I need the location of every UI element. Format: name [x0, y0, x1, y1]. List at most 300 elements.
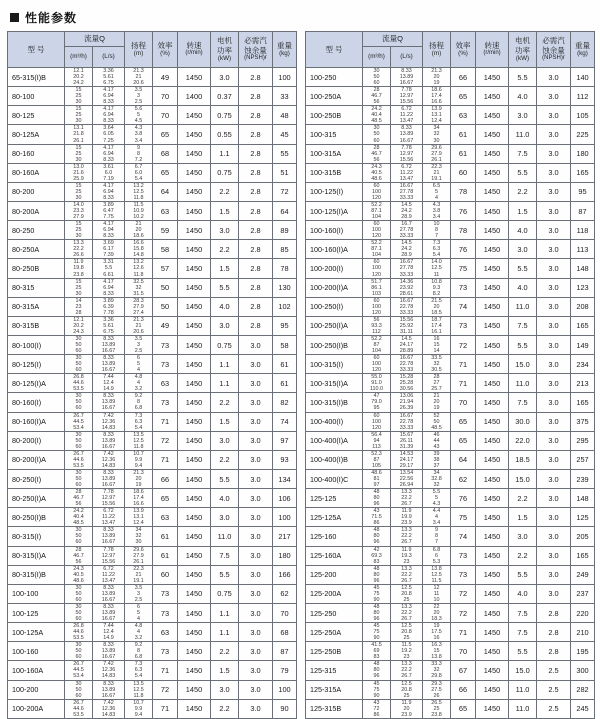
speed-cell: 1450 — [476, 393, 509, 412]
npsh-cell: 3.0 — [537, 201, 571, 220]
npsh-cell: 3.0 — [537, 508, 571, 527]
table-row — [306, 259, 595, 278]
flow-m3h-cell: 26.8 44.6 53.5 — [65, 623, 93, 642]
table-row — [8, 278, 297, 297]
model-cell: 80-100(I) — [8, 335, 65, 354]
npsh-cell: 3.0 — [239, 431, 273, 450]
power-cell: 5.5 — [509, 163, 537, 182]
flow-ls-cell: 3.69 6.17 7.39 — [93, 240, 125, 259]
flow-ls-cell: 11.9 19.9 23.9 — [391, 508, 423, 527]
model-cell: 100-250A — [306, 87, 363, 106]
speed-cell: 1450 — [476, 603, 509, 622]
power-cell: 7.5 — [509, 144, 537, 163]
speed-cell: 1450 — [476, 240, 509, 259]
power-cell: 11.0 — [211, 527, 239, 546]
table-row — [8, 546, 297, 565]
table-row — [8, 125, 297, 144]
table-row — [8, 699, 297, 718]
weight-cell: 48 — [273, 106, 297, 125]
npsh-cell: 3.0 — [537, 584, 571, 603]
model-cell: 100-250(I)B — [306, 335, 363, 354]
npsh-cell: 3.0 — [537, 374, 571, 393]
flow-m3h-cell: 52.2 87 104 — [363, 335, 391, 354]
head-cell: 6.5 5 4 — [423, 182, 451, 201]
npsh-cell: 2.8 — [239, 144, 273, 163]
efficiency-cell: 65 — [153, 489, 178, 508]
model-cell: 80-125(I) — [8, 355, 65, 374]
power-cell: 15.0 — [509, 355, 537, 374]
flow-m3h-cell: 15 25 30 — [65, 182, 93, 201]
efficiency-cell: 70 — [451, 642, 476, 661]
head-cell: 6.8 6 5.3 — [423, 546, 451, 565]
power-cell: 1.1 — [211, 144, 239, 163]
npsh-cell: 3.0 — [537, 355, 571, 374]
table-row — [306, 450, 595, 469]
efficiency-cell: 72 — [153, 680, 178, 699]
weight-cell: 210 — [571, 623, 595, 642]
table-row — [8, 68, 297, 87]
weight-cell: 45 — [273, 125, 297, 144]
table-row — [306, 527, 595, 546]
weight-cell: 257 — [571, 450, 595, 469]
efficiency-cell: 71 — [451, 374, 476, 393]
speed-cell: 1450 — [476, 278, 509, 297]
npsh-cell: 2.8 — [537, 642, 571, 661]
power-cell: 4.0 — [509, 87, 537, 106]
flow-ls-cell: 7.42 12.36 14.83 — [93, 450, 125, 469]
weight-cell: 100 — [273, 680, 297, 699]
table-row — [8, 297, 297, 316]
speed-cell: 1450 — [178, 240, 211, 259]
head-cell: 7.3 6.3 5.4 — [125, 661, 153, 680]
npsh-cell: 3.0 — [239, 565, 273, 584]
table-row — [306, 68, 595, 87]
flow-ls-cell: 7.78 12.97 15.56 — [391, 144, 423, 163]
npsh-cell: 3.0 — [239, 623, 273, 642]
table-row — [8, 623, 297, 642]
model-cell: 80-250 — [8, 221, 65, 240]
efficiency-cell: 59 — [153, 221, 178, 240]
model-cell: 100-315 — [306, 125, 363, 144]
model-cell: 65-315(I)B — [8, 68, 65, 87]
power-cell: 1.1 — [211, 623, 239, 642]
flow-m3h-cell: 45 75 90 — [363, 584, 391, 603]
table-row — [306, 106, 595, 125]
efficiency-cell: 66 — [451, 68, 476, 87]
model-cell: 100-160(I)A — [306, 240, 363, 259]
flow-ls-cell: 6.72 11.22 13.47 — [93, 508, 125, 527]
flow-ls-cell: 6.72 11.22 13.47 — [93, 565, 125, 584]
head-cell: 21.3 20 19 — [125, 469, 153, 488]
speed-cell: 1450 — [178, 316, 211, 335]
efficiency-cell: 71 — [451, 623, 476, 642]
efficiency-cell: 61 — [451, 144, 476, 163]
head-cell: 16.3 15 13.8 — [423, 642, 451, 661]
efficiency-cell: 76 — [451, 489, 476, 508]
speed-cell: 1450 — [476, 374, 509, 393]
power-cell: 3.0 — [211, 508, 239, 527]
npsh-cell: 3.0 — [239, 508, 273, 527]
flow-ls-cell: 12.5 20.8 25 — [391, 680, 423, 699]
head-cell: 34 32 30 — [125, 527, 153, 546]
model-cell: 80-160A — [8, 163, 65, 182]
power-cell: 0.55 — [211, 125, 239, 144]
flow-ls-cell: 11.9 19.3 23 — [391, 546, 423, 565]
weight-cell: 165 — [571, 316, 595, 335]
flow-ls-cell: 16.67 22.78 33.33 — [391, 355, 423, 374]
weight-cell: 149 — [571, 335, 595, 354]
efficiency-cell: 73 — [451, 565, 476, 584]
flow-ls-cell: 8.33 13.89 16.67 — [93, 603, 125, 622]
head-cell: 3.5 3 2.5 — [125, 335, 153, 354]
model-cell: 100-315B — [306, 163, 363, 182]
efficiency-cell: 62 — [451, 469, 476, 488]
model-cell: 100-125A — [8, 623, 65, 642]
speed-cell: 1450 — [476, 508, 509, 527]
flow-ls-cell: 3.64 6.05 7.25 — [93, 125, 125, 144]
table-row — [306, 297, 595, 316]
efficiency-cell: 72 — [153, 431, 178, 450]
flow-ls-cell: 7.44 12.4 14.9 — [93, 374, 125, 393]
head-cell: 9.2 8 6.8 — [125, 642, 153, 661]
right-table — [305, 31, 595, 719]
weight-cell: 85 — [273, 240, 297, 259]
power-cell: 2.2 — [211, 182, 239, 201]
flow-ls-cell: 3.61 6.0 7.19 — [93, 163, 125, 182]
speed-cell: 1450 — [178, 259, 211, 278]
weight-cell: 100 — [273, 68, 297, 87]
npsh-cell: 3.0 — [239, 603, 273, 622]
table-row — [8, 144, 297, 163]
flow-ls-cell: 8.33 13.89 16.67 — [93, 642, 125, 661]
flow-m3h-cell: 43 71.5 86 — [363, 508, 391, 527]
power-cell: 2.2 — [211, 393, 239, 412]
flow-ls-cell: 8.33 13.89 16.67 — [93, 680, 125, 699]
power-cell: 3.0 — [211, 431, 239, 450]
speed-cell: 1450 — [476, 316, 509, 335]
weight-cell: 125 — [571, 508, 595, 527]
flow-ls-cell: 8.33 13.89 16.67 — [93, 355, 125, 374]
col-head: 扬程 (m) — [125, 32, 153, 68]
flow-m3h-cell: 48 80 96 — [363, 661, 391, 680]
flow-m3h-cell: 60 100 120 — [363, 221, 391, 240]
model-cell: 80-125A — [8, 125, 65, 144]
speed-cell: 1450 — [178, 431, 211, 450]
tables-container — [0, 31, 600, 719]
col-weight: 重量 (kg) — [571, 32, 595, 68]
npsh-cell: 3.0 — [537, 144, 571, 163]
flow-m3h-cell: 45 75 90 — [363, 623, 391, 642]
speed-cell: 1450 — [476, 489, 509, 508]
flow-ls-cell: 11.5 19.2 23 — [391, 642, 423, 661]
flow-ls-cell: 8.33 13.89 16.67 — [93, 335, 125, 354]
speed-cell: 1450 — [476, 412, 509, 431]
flow-m3h-cell: 56.4 94 113 — [363, 431, 391, 450]
model-cell: 100-400(I)C — [306, 469, 363, 488]
flow-ls-cell: 13.3 22.2 26.7 — [391, 489, 423, 508]
power-cell: 11.0 — [509, 680, 537, 699]
efficiency-cell: 63 — [153, 623, 178, 642]
npsh-cell: 2.5 — [537, 699, 571, 718]
weight-cell: 295 — [571, 431, 595, 450]
efficiency-cell: 66 — [451, 680, 476, 699]
flow-ls-cell: 16.67 22.78 33.33 — [391, 412, 423, 431]
npsh-cell: 2.8 — [537, 623, 571, 642]
flow-m3h-cell: 30 50 60 — [65, 431, 93, 450]
head-cell: 29.6 27.9 26.1 — [125, 546, 153, 565]
flow-ls-cell: 3.89 6.47 7.75 — [93, 201, 125, 220]
table-row — [8, 106, 297, 125]
npsh-cell: 3.0 — [537, 125, 571, 144]
weight-cell: 106 — [273, 489, 297, 508]
table-row — [306, 489, 595, 508]
table-row — [8, 316, 297, 335]
npsh-cell: 3.0 — [239, 546, 273, 565]
speed-cell: 1450 — [178, 508, 211, 527]
page-title — [0, 0, 600, 31]
power-cell: 4.0 — [211, 297, 239, 316]
efficiency-cell: 70 — [153, 106, 178, 125]
col-efficiency: 效率 (%) — [153, 32, 178, 68]
power-cell: 1.5 — [211, 201, 239, 220]
model-cell: 80-200(I)A — [8, 450, 65, 469]
flow-ls-cell: 16.67 27.78 33.33 — [391, 182, 423, 201]
efficiency-cell: 73 — [153, 393, 178, 412]
flow-ls-cell: 3.36 5.61 6.75 — [93, 68, 125, 87]
weight-cell: 217 — [273, 527, 297, 546]
col-npsh: 必需汽 蚀余量 (NPSH)r — [537, 32, 571, 68]
head-cell: 4.3 3.8 3.4 — [423, 201, 451, 220]
weight-cell: 195 — [571, 642, 595, 661]
power-cell: 7.5 — [509, 316, 537, 335]
head-cell: 52 50 48.5 — [423, 412, 451, 431]
npsh-cell: 3.0 — [239, 450, 273, 469]
flow-m3h-cell: 28 46.7 56 — [65, 489, 93, 508]
speed-cell: 1400 — [178, 87, 211, 106]
head-cell: 6 5 4 — [125, 603, 153, 622]
efficiency-cell: 71 — [451, 355, 476, 374]
model-cell: 125-315 — [306, 661, 363, 680]
flow-ls-cell: 3.31 5.5 6.61 — [93, 259, 125, 278]
efficiency-cell: 67 — [451, 661, 476, 680]
weight-cell: 148 — [571, 489, 595, 508]
table-row — [8, 603, 297, 622]
left-table — [7, 31, 297, 719]
power-cell: 0.75 — [211, 584, 239, 603]
npsh-cell: 3.0 — [239, 393, 273, 412]
col-power: 电机 功率 (kW) — [509, 32, 537, 68]
weight-cell: 102 — [273, 297, 297, 316]
efficiency-cell: 73 — [153, 603, 178, 622]
table-row — [306, 431, 595, 450]
npsh-cell: 3.0 — [537, 412, 571, 431]
head-cell: 5.5 5 4.3 — [423, 489, 451, 508]
speed-cell: 1450 — [178, 469, 211, 488]
flow-m3h-cell: 47 79.0 95 — [363, 393, 391, 412]
head-cell: 34 32 30 — [423, 125, 451, 144]
speed-cell: 1450 — [178, 374, 211, 393]
table-row — [306, 87, 595, 106]
weight-cell: 375 — [571, 412, 595, 431]
model-cell: 80-315B — [8, 316, 65, 335]
head-cell: 21.5 20 18.5 — [423, 297, 451, 316]
weight-cell: 205 — [571, 527, 595, 546]
model-cell: 80-160 — [8, 144, 65, 163]
efficiency-cell: 73 — [153, 335, 178, 354]
weight-cell: 61 — [273, 355, 297, 374]
table-row — [306, 335, 595, 354]
flow-ls-cell: 15.28 25.28 30.56 — [391, 374, 423, 393]
power-cell: 5.5 — [211, 278, 239, 297]
head-cell: 18.7 17.4 16.1 — [423, 316, 451, 335]
model-cell: 80-250B — [8, 259, 65, 278]
left-table-header — [8, 32, 297, 68]
flow-m3h-cell: 60 100 120 — [363, 259, 391, 278]
table-row — [306, 546, 595, 565]
table-row — [306, 680, 595, 699]
speed-cell: 1450 — [476, 565, 509, 584]
model-cell: 125-160A — [306, 546, 363, 565]
flow-m3h-cell: 12.1 20.2 24.2 — [65, 68, 93, 87]
head-cell: 33.3 32 29.8 — [423, 661, 451, 680]
npsh-cell: 2.8 — [239, 163, 273, 182]
flow-ls-cell: 16.67 22.78 33.33 — [391, 297, 423, 316]
npsh-cell: 2.8 — [239, 316, 273, 335]
efficiency-cell: 60 — [451, 163, 476, 182]
power-cell: 11.0 — [509, 374, 537, 393]
flow-ls-cell: 14.53 24.17 29.17 — [391, 450, 423, 469]
model-cell: 80-315A — [8, 297, 65, 316]
speed-cell: 1450 — [178, 661, 211, 680]
weight-cell: 93 — [273, 450, 297, 469]
npsh-cell: 3.0 — [537, 163, 571, 182]
npsh-cell: 2.8 — [239, 125, 273, 144]
npsh-cell: 2.8 — [239, 297, 273, 316]
weight-cell: 225 — [571, 125, 595, 144]
head-cell: 18.6 17.4 16.6 — [423, 87, 451, 106]
flow-m3h-cell: 48 80 96 — [363, 527, 391, 546]
model-cell: 100-250(I) — [306, 297, 363, 316]
model-cell: 100-250B — [306, 106, 363, 125]
model-cell: 80-250(I) — [8, 469, 65, 488]
col-flow-m3h: (m³/h) — [363, 47, 391, 68]
npsh-cell: 3.0 — [239, 355, 273, 374]
flow-m3h-cell: 30 50 60 — [65, 603, 93, 622]
flow-ls-cell: 4.17 6.94 8.33 — [93, 221, 125, 240]
speed-cell: 1450 — [476, 335, 509, 354]
npsh-cell: 3.0 — [239, 335, 273, 354]
power-cell: 5.5 — [509, 335, 537, 354]
head-cell: 3.5 3 2.5 — [125, 584, 153, 603]
table-row — [8, 163, 297, 182]
table-row — [8, 374, 297, 393]
npsh-cell: 3.0 — [537, 527, 571, 546]
flow-ls-cell: 13.54 22.56 26.94 — [391, 469, 423, 488]
flow-ls-cell: 14.5 24.2 28.9 — [391, 240, 423, 259]
speed-cell: 1450 — [476, 182, 509, 201]
power-cell: 5.5 — [509, 68, 537, 87]
flow-ls-cell: 13.3 22.2 26.7 — [391, 565, 423, 584]
efficiency-cell: 61 — [451, 125, 476, 144]
weight-cell: 79 — [273, 661, 297, 680]
model-cell: 100-200A — [8, 699, 65, 718]
efficiency-cell: 70 — [153, 87, 178, 106]
head-cell: 4.8 4 3.2 — [125, 374, 153, 393]
speed-cell: 1450 — [178, 182, 211, 201]
weight-cell: 95 — [273, 316, 297, 335]
weight-cell: 112 — [571, 87, 595, 106]
model-cell: 80-200A — [8, 201, 65, 220]
weight-cell: 74 — [273, 412, 297, 431]
speed-cell: 1450 — [476, 355, 509, 374]
flow-m3h-cell: 43 72 86 — [363, 699, 391, 718]
weight-cell: 87 — [571, 201, 595, 220]
power-cell: 2.2 — [211, 450, 239, 469]
efficiency-cell: 64 — [153, 182, 178, 201]
npsh-cell: 2.8 — [537, 603, 571, 622]
speed-cell: 1450 — [178, 412, 211, 431]
model-cell: 100-160 — [8, 642, 65, 661]
speed-cell: 1450 — [178, 278, 211, 297]
flow-ls-cell: 13.06 21.94 26.39 — [391, 393, 423, 412]
speed-cell: 1450 — [476, 623, 509, 642]
npsh-cell: 2.5 — [537, 680, 571, 699]
npsh-cell: 3.0 — [537, 335, 571, 354]
npsh-cell: 3.0 — [239, 699, 273, 718]
head-cell: 10.8 9.3 8.2 — [423, 278, 451, 297]
power-cell: 2.2 — [211, 699, 239, 718]
efficiency-cell: 61 — [153, 527, 178, 546]
speed-cell: 1450 — [476, 661, 509, 680]
power-cell: 2.2 — [211, 642, 239, 661]
model-cell: 100-250(I)A — [306, 316, 363, 335]
weight-cell: 118 — [571, 221, 595, 240]
weight-cell: 97 — [273, 431, 297, 450]
npsh-cell: 3.0 — [239, 412, 273, 431]
speed-cell: 1450 — [178, 642, 211, 661]
flow-m3h-cell: 14.0 23.3 27.9 — [65, 201, 93, 220]
flow-m3h-cell: 30 50 60 — [363, 68, 391, 87]
npsh-cell: 3.0 — [537, 259, 571, 278]
head-cell: 32.5 32 31.5 — [125, 278, 153, 297]
head-cell: 21.3 21 20.6 — [125, 316, 153, 335]
efficiency-cell: 70 — [451, 393, 476, 412]
power-cell: 7.5 — [509, 623, 537, 642]
flow-ls-cell: 16.7 27.78 33.33 — [391, 221, 423, 240]
power-cell: 22.0 — [509, 431, 537, 450]
flow-m3h-cell: 30 50 60 — [65, 584, 93, 603]
power-cell: 1.5 — [211, 412, 239, 431]
weight-cell: 165 — [571, 393, 595, 412]
flow-ls-cell: 8.33 13.89 16.67 — [391, 68, 423, 87]
speed-cell: 1450 — [178, 623, 211, 642]
npsh-cell: 3.0 — [537, 393, 571, 412]
table-row — [8, 182, 297, 201]
model-cell: 125-200A — [306, 584, 363, 603]
power-cell: 1.5 — [509, 201, 537, 220]
efficiency-cell: 71 — [153, 450, 178, 469]
weight-cell: 130 — [273, 278, 297, 297]
table-row — [8, 469, 297, 488]
power-cell: 2.2 — [509, 546, 537, 565]
head-cell: 4.4 4 3.4 — [423, 508, 451, 527]
speed-cell: 1450 — [178, 201, 211, 220]
flow-m3h-cell: 28 46.7 56 — [65, 546, 93, 565]
weight-cell: 113 — [571, 240, 595, 259]
speed-cell: 1450 — [178, 584, 211, 603]
flow-m3h-cell: 48.6 81 97 — [363, 469, 391, 488]
table-row — [306, 201, 595, 220]
